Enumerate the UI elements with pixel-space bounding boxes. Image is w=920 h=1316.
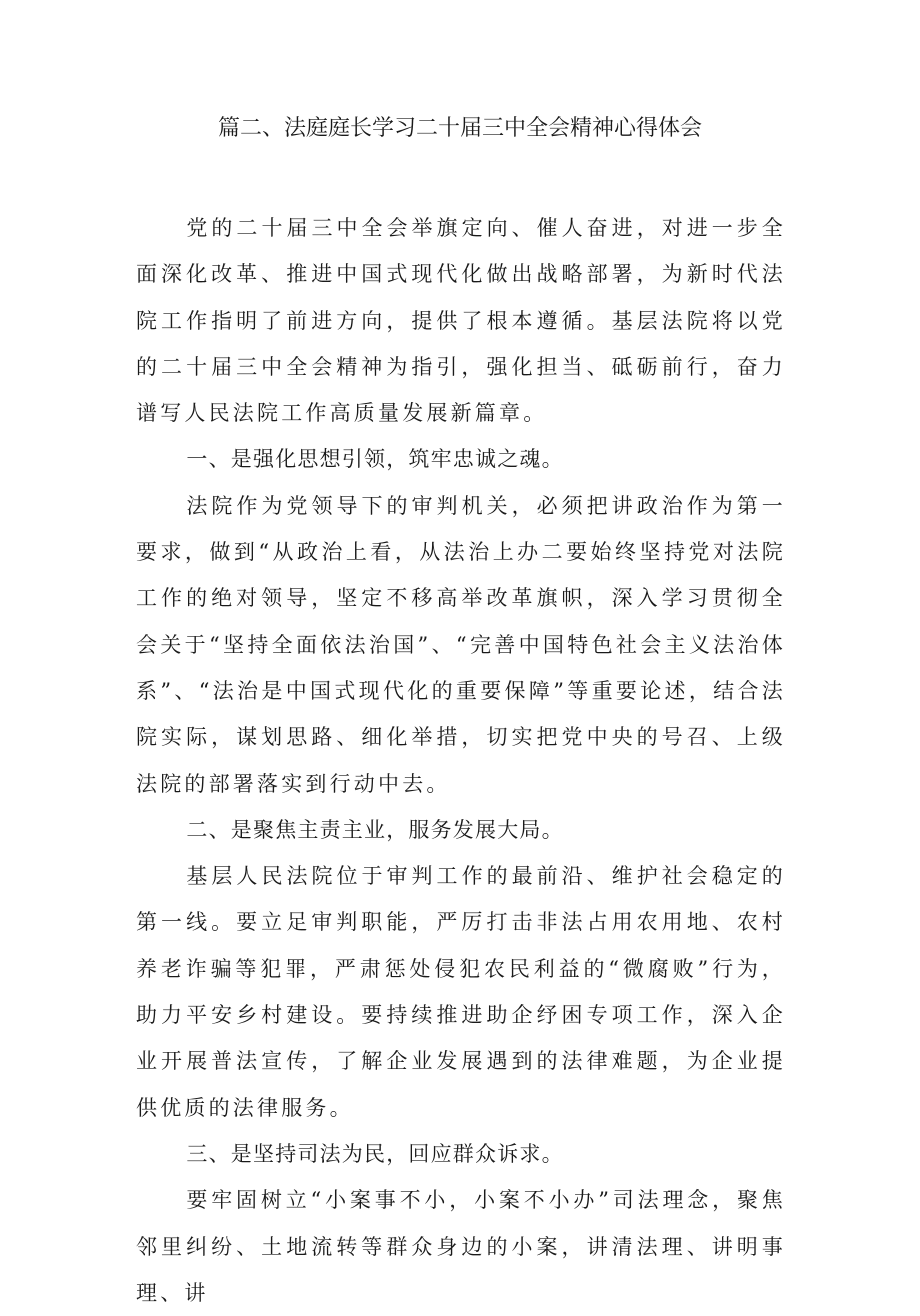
document-body: [136, 205, 786, 1316]
intro-paragraph: 党的二十届三中全会举旗定向、催人奋进，对进一步全面深化改革、推进中国式现代化做出战略部署，为新时代法院工作指明了前进方向，提供了根本遵循。基层法院将以党的二十届三中全会精神为指引，强化担当、砥砺前行，奋力谱写人民法院工作高质量发展新篇章。: [136, 216, 786, 426]
section-body-3: 要牢固树立“小案事不小，小案不小办”司法理念，聚焦邻里纠纷、土地流转等群众身边的小案，讲清法理、讲明事理、讲: [136, 1188, 786, 1305]
document-title: 篇二、法庭庭长学习二十届三中全会精神心得体会: [217, 116, 702, 141]
section-heading-2: 二、是聚焦主责主业，服务发展大局。: [186, 817, 564, 842]
section-heading-3: 三、是坚持司法为民，回应群众诉求。: [186, 1141, 564, 1166]
section-body-2: 基层人民法院位于审判工作的最前沿、维护社会稳定的第一线。要立足审判职能，严厉打击非法占用农用地、农村养老诈骗等犯罪，严肃惩处侵犯农民利益的“微腐败”行为，助力平安乡村建设。要持续推进助企纾困专项工作，深入企业开展普法宣传，了解企业发展遇到的法律难题，为企业提供优质的法律服务。: [136, 864, 786, 1120]
section-heading-1: 一、是强化思想引领，筑牢忠诚之魂。: [186, 447, 564, 472]
section-body-1: 法院作为党领导下的审判机关，必须把讲政治作为第一要求，做到“从政治上看，从法治上办二要始终坚持党对法院工作的绝对领导，坚定不移高举改革旗帜，深入学习贯彻全会关于“坚持全面依法治国”、“完善中国特色社会主义法治体系”、“法治是中国式现代化的重要保障”等重要论述，结合法院实际，谋划思路、细化举措，切实把党中央的号召、上级法院的部署落实到行动中去。: [136, 493, 786, 796]
